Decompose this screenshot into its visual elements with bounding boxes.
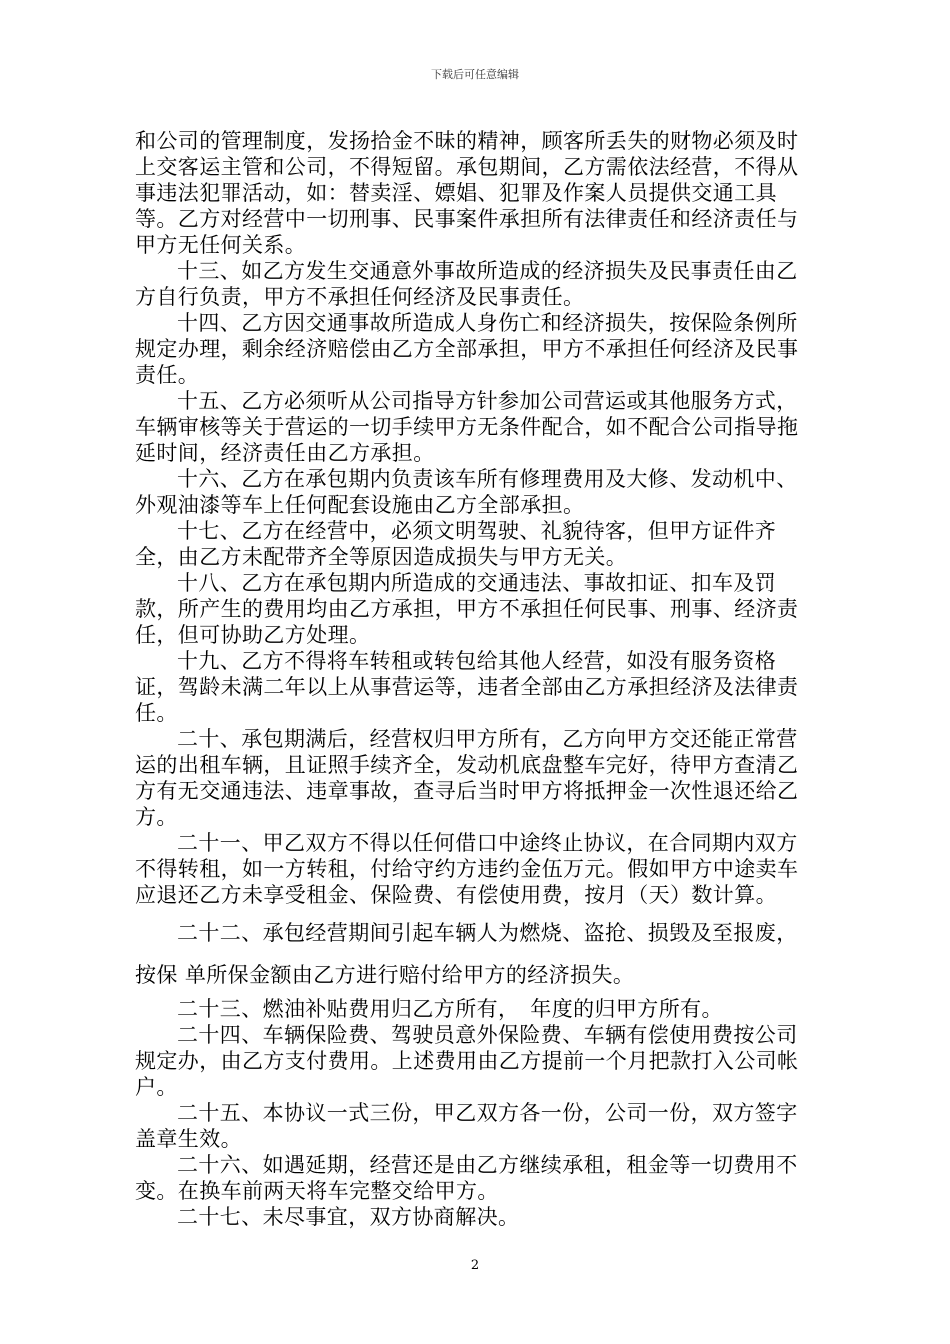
clause-13: 十三、如乙方发生交通意外事故所造成的经济损失及民事责任由乙方自行负责，甲方不承担任何经济及民事责任。 [135,259,798,309]
clause-15: 十五、乙方必须听从公司指导方针参加公司营运或其他服务方式，车辆审核等关于营运的一切手续甲方无条件配合，如不配合公司指导拖延时间，经济责任由乙方承担。 [135,389,799,465]
page-header: 下载后可任意编辑 [431,68,519,81]
page-number: 2 [470,1258,480,1273]
paragraph-continuation: 和公司的管理制度，发扬拾金不昧的精神，顾客所丢失的财物必须及时上交客运主管和公司，不得短留。承包期间，乙方需依法经营，不得从事违法犯罪活动，如：替卖淫、嫖娼、犯罪及作案人员提供交通工具等。乙方对经营中一切刑事、民事案件承担所有法律责任和经济责任与甲方无任何关系。 [135,129,799,257]
clause-27: 二十七、未尽事宜，双方协商解决。 [177,1205,520,1229]
clause-17: 十七、乙方在经营中，必须文明驾驶、礼貌待客，但甲方证件齐全，由乙方未配带齐全等原因造成损失与甲方无关。 [135,519,777,569]
clause-16: 十六、乙方在承包期内负责该车所有修理费用及大修、发动机中、外观油漆等车上任何配套设施由乙方全部承担。 [135,467,798,517]
clause-22: 二十二、承包经营期间引起车辆人为燃烧、盗抢、损毁及至报废，按保 单所保金额由乙方进行赔付给甲方的经济损失。 [135,921,798,987]
clause-21: 二十一、甲乙双方不得以任何借口中途终止协议，在合同期内双方不得转租，如一方转租，付给守约方违约金伍万元。假如甲方中途卖车应退还乙方未享受租金、保险费、有偿使用费，按月（天）数计算。 [135,831,799,907]
clause-20: 二十、承包期满后，经营权归甲方所有，乙方向甲方交还能正常营运的出租车辆，且证照手续齐全，发动机底盘整车完好，待甲方查清乙方有无交通违法、违章事故，查寻后当时甲方将抵押金一次性退还给乙方。 [135,727,799,829]
document-body [135,128,815,1230]
clause-23: 二十三、燃油补贴费用归乙方所有， 年度的归甲方所有。 [177,997,723,1021]
clause-14: 十四、乙方因交通事故所造成人身伤亡和经济损失，按保险条例所规定办理，剩余经济赔偿由乙方全部承担，甲方不承担任何经济及民事责任。 [135,311,799,387]
clause-19: 十九、乙方不得将车转租或转包给其他人经营，如没有服务资格证，驾龄未满二年以上从事营运等，违者全部由乙方承担经济及法律责任。 [135,649,799,725]
clause-25: 二十五、本协议一式三份，甲乙双方各一份，公司一份，双方签字盖章生效。 [135,1101,798,1151]
clause-18: 十八、乙方在承包期内所造成的交通违法、事故扣证、扣车及罚款，所产生的费用均由乙方承担，甲方不承担任何民事、刑事、经济责任，但可协助乙方处理。 [135,571,799,647]
clause-26: 二十六、如遇延期，经营还是由乙方继续承租，租金等一切费用不变。在换车前两天将车完整交给甲方。 [135,1153,798,1203]
clause-24: 二十四、车辆保险费、驾驶员意外保险费、车辆有偿使用费按公司规定办，由乙方支付费用。上述费用由乙方提前一个月把款打入公司帐户。 [135,1023,799,1099]
